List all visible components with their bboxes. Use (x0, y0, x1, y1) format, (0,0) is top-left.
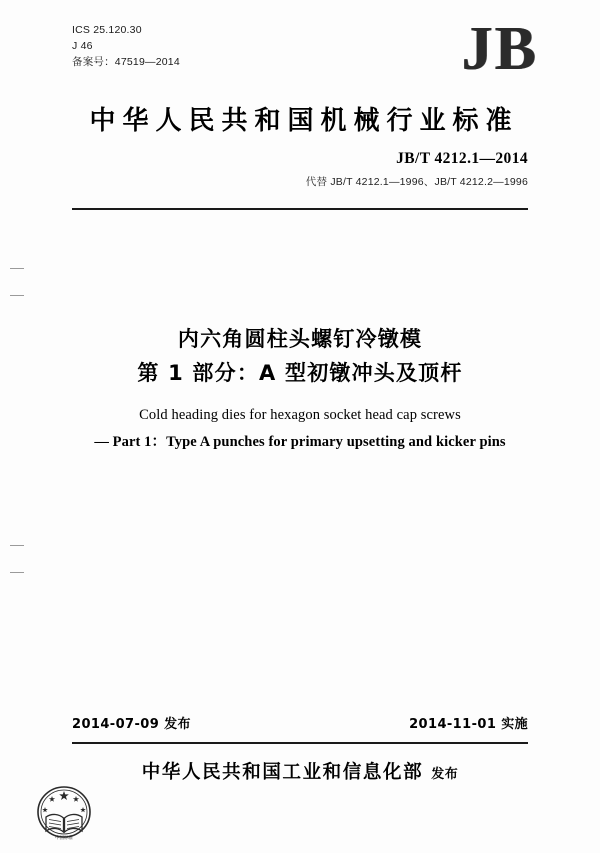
margin-tick (10, 545, 24, 546)
header-codes (72, 22, 180, 70)
document-title-en (0, 402, 600, 456)
standard-replaces: 代替 JB/T 4212.1—1996、JB/T 4212.2—1996 (305, 176, 528, 188)
jb-logo: JB (461, 15, 538, 83)
publisher-line (0, 758, 600, 784)
document-title-en-line2: — Part 1：Type A punches for primary upsetting and kicker pins (94, 434, 506, 450)
page-title: 中华人民共和国机械行业标准 (89, 106, 519, 136)
document-title-en-line1: Cold heading dies for hexagon socket head cap screws (139, 407, 461, 423)
header-divider (72, 208, 528, 210)
svg-text:中国标准: 中国标准 (55, 836, 73, 841)
classification-code: J 46 (72, 40, 93, 52)
ics-code: ICS 25.120.30 (72, 24, 142, 36)
publish-word: 发布 (431, 767, 459, 782)
dates-row (72, 713, 528, 732)
issue-date: 2014-07-09 发布 (72, 717, 191, 732)
footer-divider (72, 742, 528, 744)
standard-number: JB/T 4212.1—2014 (396, 150, 528, 167)
document-title-cn-line2: 第 1 部分：A 型初镦冲头及顶杆 (137, 361, 463, 385)
standard-number-block (306, 150, 528, 189)
document-title-cn-line1: 内六角圆柱头螺钉冷镦模 (177, 327, 423, 351)
book-emblem (36, 785, 92, 843)
document-title-cn (0, 322, 600, 390)
record-number: 备案号：47519—2014 (72, 56, 180, 68)
publisher-name: 中华人民共和国工业和信息化部 (141, 762, 424, 783)
margin-tick (10, 295, 24, 296)
margin-tick (10, 572, 24, 573)
margin-tick (10, 268, 24, 269)
implementation-date: 2014-11-01 实施 (409, 717, 528, 732)
